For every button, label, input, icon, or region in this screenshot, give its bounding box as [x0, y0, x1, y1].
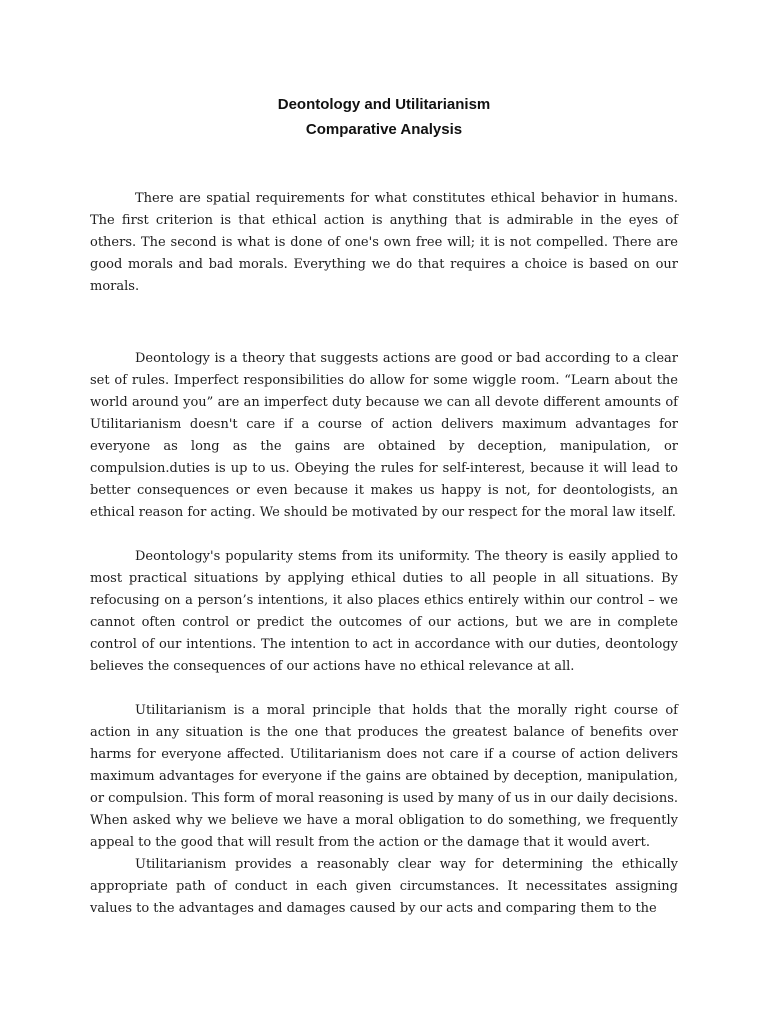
paragraph-4: Utilitarianism is a moral principle that holds that the morally right course of action in any situation is the one that produces the greatest balance of benefits over harms for everyone affected. Utilitarianism does not care if a course of action delivers maximum advantages for everyone if the gains are obtained by deception, manipulation, or compulsion. This form of moral reasoning is used by many of us in our daily decisions. When asked why we believe we have a moral obligation to do something, we frequently appeal to the good that will result from the action or the damage that it would avert.	[90, 703, 678, 850]
document-title	[0, 92, 768, 142]
paragraph-2: Deontology is a theory that suggests actions are good or bad according to a clear set of rules. Imperfect responsibilities do allow for some wiggle room. “Learn about the world around you” are an imperfect duty because we can all devote different amounts of Utilitarianism doesn't care if a course of action delivers maximum advantages for everyone as long as the gains are obtained by deception, manipulation, or compulsion.duties is up to us. Obeying the rules for self-interest, because it will lead to better consequences or even because it makes us happy is not, for deontologists, an ethical reason for acting. We should be motivated by our respect for the moral law itself.	[90, 351, 678, 520]
document-body	[90, 188, 678, 920]
paragraph-3: Deontology's popularity stems from its uniformity. The theory is easily applied to most practical situations by applying ethical duties to all people in all situations. By refocusing on a person’s intentions, it also places ethics entirely within our control – we cannot often control or predict the outcomes of our actions, but we are in complete control of our intentions. The intention to act in accordance with our duties, deontology believes the consequences of our actions have no ethical relevance at all.	[90, 549, 678, 674]
paragraph-1: There are spatial requirements for what constitutes ethical behavior in humans. The first criterion is that ethical action is anything that is admirable in the eyes of others. The second is what is done of one's own free will; it is not compelled. There are good morals and bad morals. Everything we do that requires a choice is based on our morals.	[90, 191, 678, 294]
paragraph-5: Utilitarianism provides a reasonably clear way for determining the ethically appropriate path of conduct in each given circumstances. It necessitates assigning values to the advantages and damages caused by our acts and comparing them to the	[90, 857, 678, 916]
title-line-2: Comparative Analysis	[305, 121, 463, 138]
title-line-1: Deontology and Utilitarianism	[277, 96, 491, 113]
